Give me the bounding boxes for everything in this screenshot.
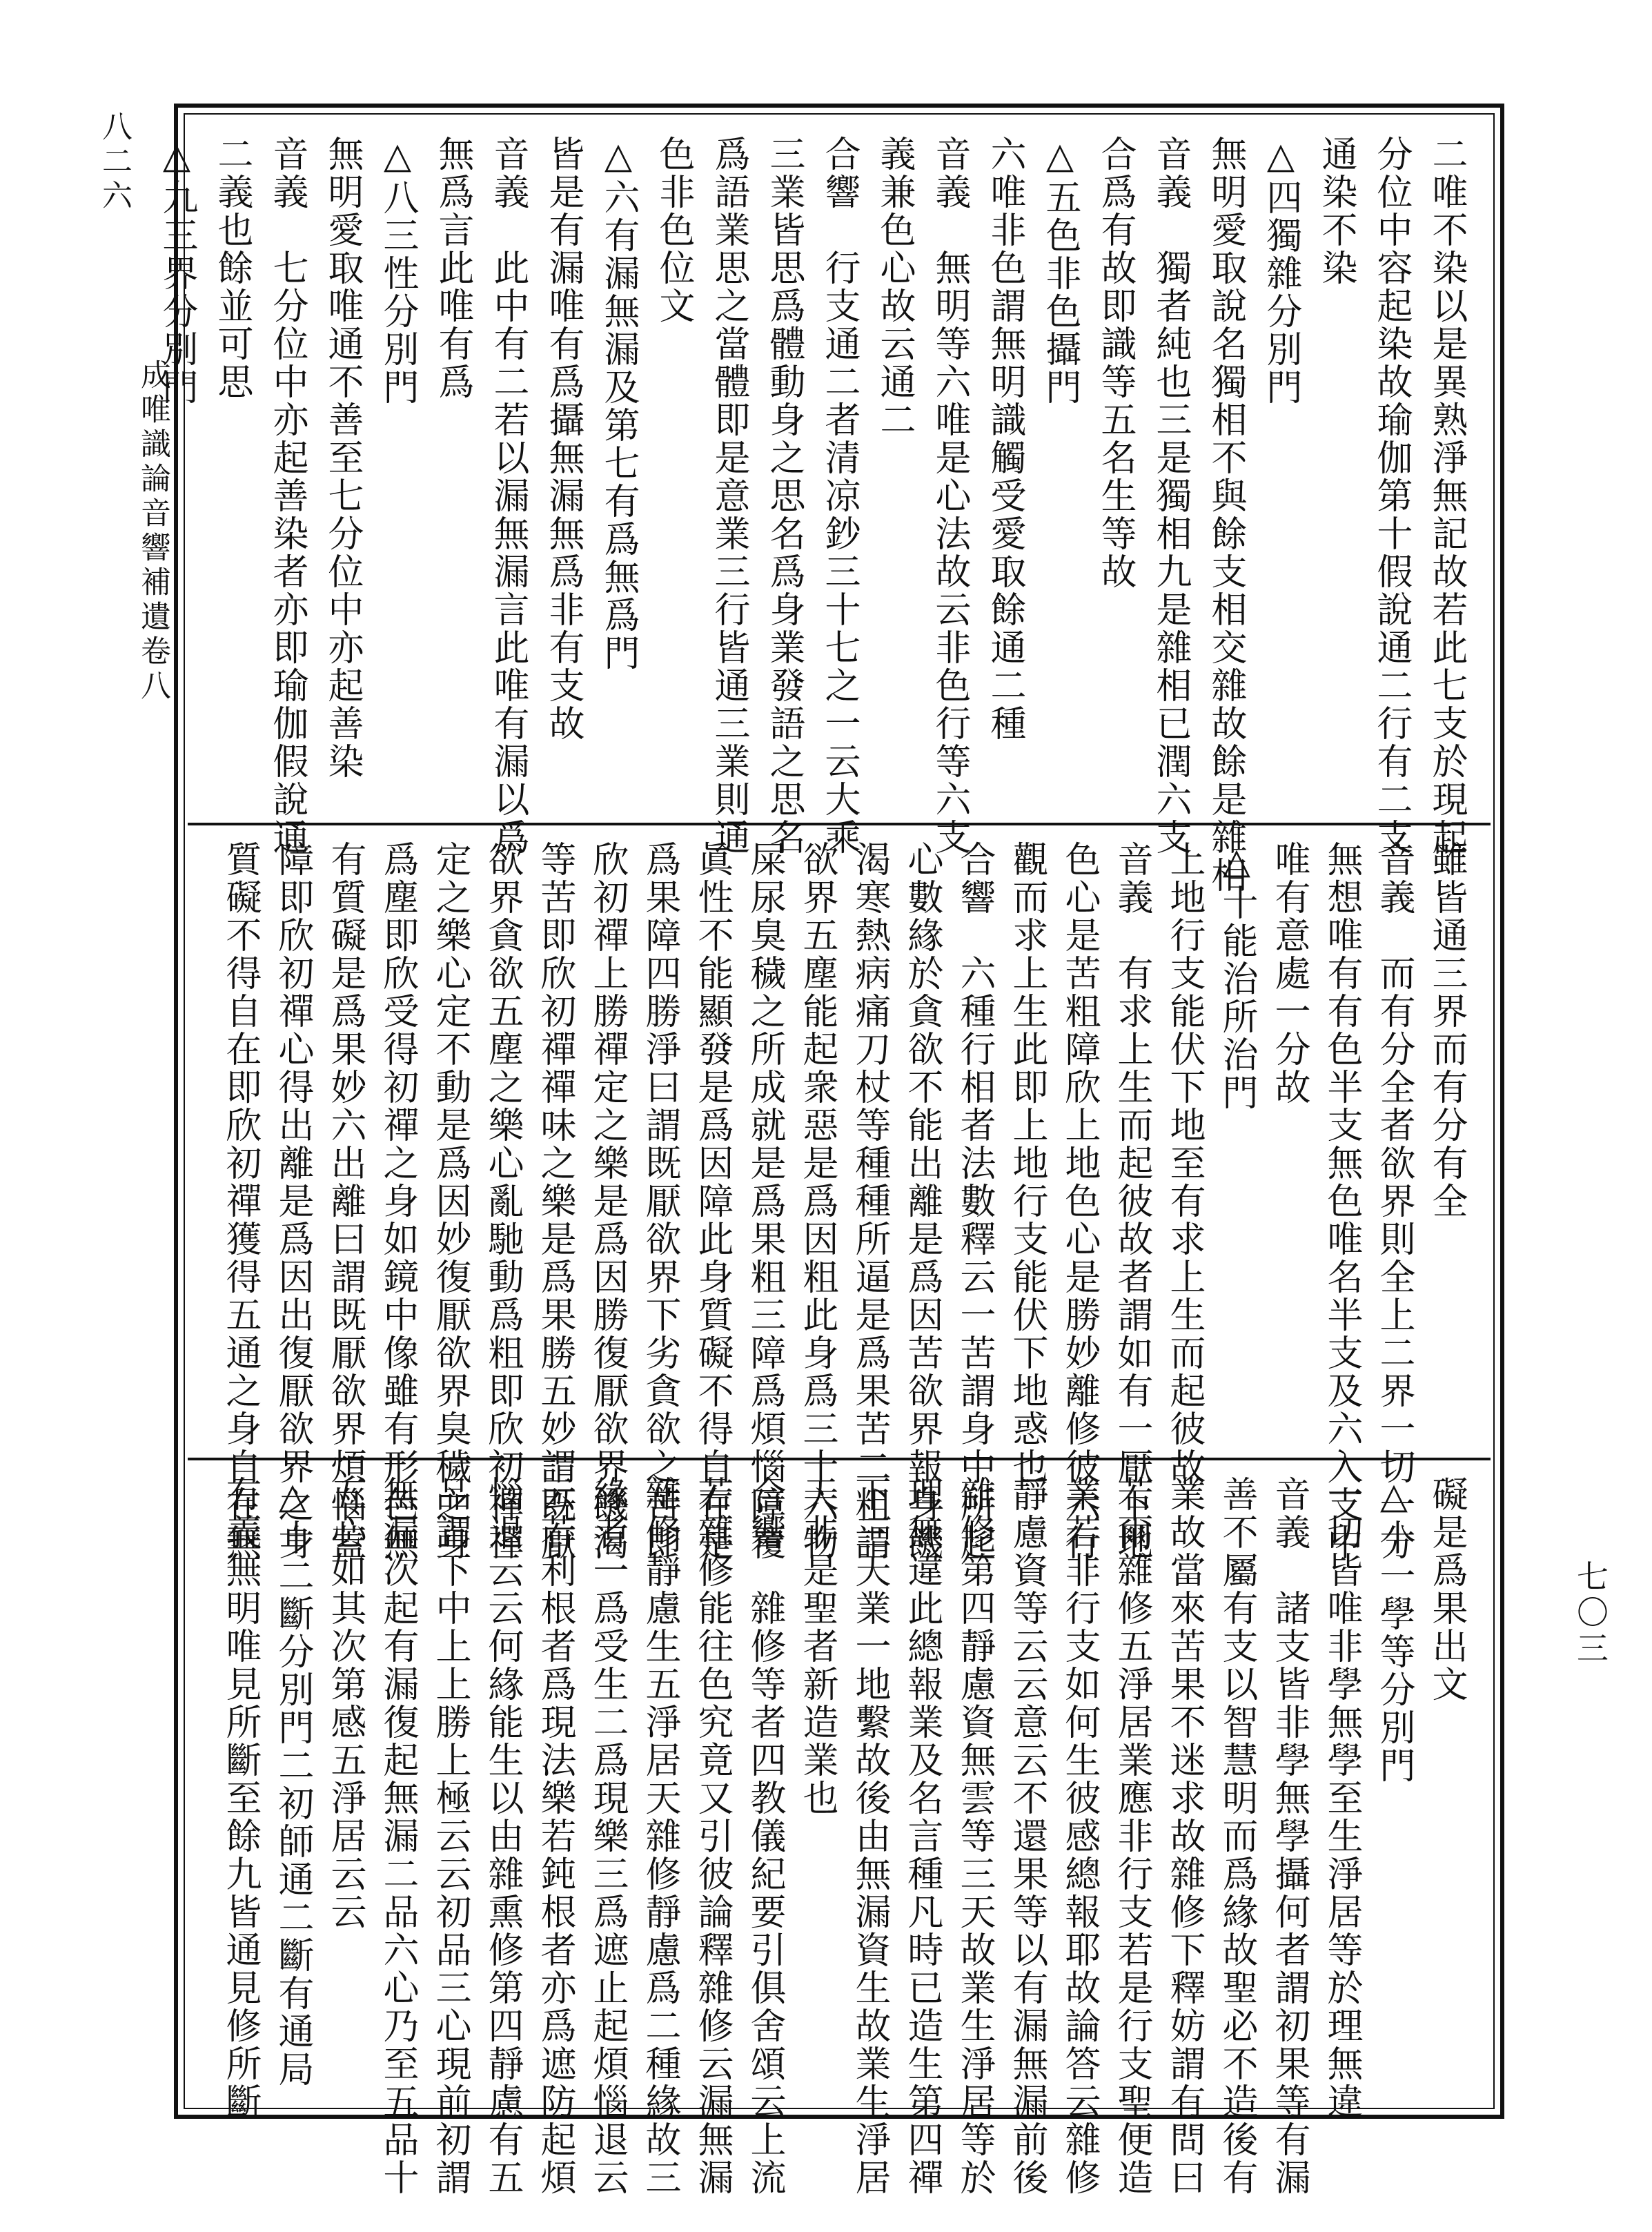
text-column: 皆是有漏唯有爲攝無漏無爲非有支故 [542,135,584,743]
text-column: 若爾雜修五淨居業應非行支若是行支聖便造 [1111,1476,1152,2197]
text-column: 善不屬有支以智慧明而爲緣故聖必不造後有 [1216,1476,1257,2197]
text-column: 爲塵即欣受得初禪之身如鏡中像雖有形色無 [377,841,418,1562]
text-column: 合響 雜修等者四教儀紀要引俱舍頌云上流 [744,1476,785,2197]
text-column: 爲語業思之當體即是意業三行皆通三業則通 [708,135,749,856]
text-column: 雜修第四靜慮資無雲等三天故業生淨居等於 [954,1476,995,2197]
text-column: 一切皆唯非學無學至生淨居等於理無違 [1321,1476,1362,2121]
text-column: 無想唯有有色半支無色唯名半支及六入支中 [1321,841,1362,1562]
text-column: 緣者一爲受生二爲現樂三爲遮止起煩惱退云 [587,1476,628,2197]
text-column: △十一學等分別門 [1373,1476,1415,1785]
folio-number-left: 八二六 [97,110,132,214]
text-column: 等苦即欣初禪禪味之樂是爲果勝五妙謂既厭 [534,841,576,1562]
text-column: 有質礙是爲果妙六出離曰謂既厭欲界煩惱蓋 [324,841,366,1562]
text-column: 無爲言此唯有爲 [432,135,473,401]
text-column: △五色非色攝門 [1039,135,1081,407]
text-column: 五心如其次第感五淨居云云 [324,1476,366,1931]
text-column: 質礙不得自在即欣初禪獲得五通之身自在無 [219,841,261,1562]
text-column: 心數緣於貪欲不能出離是爲因苦欲界報身饑 [901,841,943,1562]
text-column: 二義也餘並可思 [211,135,253,401]
text-column: 雜修靜慮生五淨居天雜修靜慮爲二種緣故三 [639,1476,680,2197]
text-column: 六唯非色謂無明識觸受愛取餘通二種 [984,135,1025,743]
text-column: 惱退云云何緣能生以由雜熏修第四靜慮有五 [482,1476,523,2197]
text-column: 業若非行支如何生彼感總報耶故論答云雜修 [1059,1476,1100,2197]
text-column: 靜慮資等云云意云不還果等以有漏無漏前後 [1006,1476,1048,2197]
text-column: 屎尿臭穢之所成就是爲果粗三障爲煩惱障覆 [744,841,785,1562]
text-column: 欣初禪上勝禪定之樂是爲因勝復厭欲界饑渴 [587,841,628,1562]
text-band-upper [156,123,1491,894]
text-column: 觀而求上生此即上地行支能伏下地惑也 [1006,841,1048,1486]
text-column: 通染不染 [1315,135,1357,287]
text-column: 品謂下中上上勝上極云云初品三心現前初謂 [429,1476,471,2197]
text-column: 上地行支能伏下地至有求上生而起彼故 [1163,841,1205,1486]
text-column: 爲果障四勝淨曰謂既厭欲界下劣貪欲之苦即 [639,841,680,1562]
text-column: 合爲有故即識等五名生等故 [1094,135,1136,591]
text-column: 障即欣初禪心得出離是爲因出復厭欲界之身 [272,841,313,1562]
text-column: 云若利根者爲現法樂若鈍根者亦爲遮防起煩 [534,1476,576,2197]
text-column: △十二斷分別門二初師通二斷有通局 [272,1476,313,2088]
text-column: 三業皆思爲體動身之思名爲身業發語之思名 [763,135,805,856]
text-column: 唯有意處一分故 [1268,841,1310,1106]
text-column: △十能治所治門 [1216,841,1257,1112]
text-column: 無明愛取唯通不善至七分位中亦起善染 [322,135,363,781]
text-column: 音義 諸支皆非學無學攝何者謂初果等有漏 [1268,1476,1310,2197]
text-column: 下三天業一地繫故後由無漏資生故業生淨居 [849,1476,890,2197]
text-column: 若雜修能往色究竟又引彼論釋雜修云漏無漏 [691,1476,733,2197]
text-column: 色非色位文 [653,135,694,325]
text-column: 音義 無明等六唯是心法故云非色行等六支 [929,135,970,856]
text-column: △四獨雜分別門 [1260,135,1301,407]
text-column: 定之樂心定不動是爲因妙復厭欲界臭穢之身 [429,841,471,1562]
text-band-middle [188,828,1491,1562]
text-column: 有義無明唯見所斷至餘九皆通見修所斷 [219,1476,261,2121]
text-column: 分位中容起染故瑜伽第十假說通二行有二支 [1370,135,1412,856]
text-column: 業故當來苦果不迷求故雜修下釋妨謂有問曰 [1163,1476,1205,2197]
text-band-lower [188,1463,1491,2197]
text-column: 音義 而有分全者欲界則全上二界一切一分 [1373,841,1415,1562]
text-frame [156,104,1504,2197]
text-column: 理無違此總報業及名言種凡時已造生第四禪 [901,1476,943,2197]
text-column: 天非是聖者新造業也 [796,1476,838,1817]
text-column: 合響 六種行相者法數釋云一苦謂身中所起 [954,841,995,1562]
text-column: △六有漏無漏及第七有爲無爲門 [598,135,639,672]
text-column: 音義 七分位中亦起善染者亦即瑜伽假說通 [266,135,308,856]
running-title: 成唯識論音響補遺卷八 [135,359,170,704]
text-column: 礙是爲果出文 [1426,1476,1467,1703]
text-column: 音義 獨者純也三是獨相九是雜相已潤六支 [1150,135,1191,856]
text-column: 義兼色心故云通二 [874,135,915,439]
text-column: 色心是苦粗障欣上地色心是勝妙離修彼六行 [1059,841,1100,1562]
text-column: 音義 此中有二若以漏無漏言此唯有漏以爲 [487,135,529,856]
text-column: 眞性不能顯發是爲因障此身質礙不得自在是 [691,841,733,1562]
text-column: 合響 行支通二者清凉鈔三十七之一云大乘 [818,135,860,856]
text-column: 二唯不染以是異熟淨無記故若此七支於現起 [1426,135,1467,856]
text-column: 無漏次起有漏復起無漏二品六心乃至五品十 [377,1476,418,2197]
text-column: 無明愛取說名獨相不與餘支相交雜故餘是雜相 [1205,135,1246,894]
text-column: △九三界分別門 [156,135,197,407]
text-column: 欲界五塵能起衆惡是爲因粗此身爲三十六物 [796,841,838,1562]
text-column: △八三性分別門 [377,135,418,407]
folio-number-right: 七〇三 [1572,1560,1609,1667]
text-column: 音義 有求上生而起彼故者謂如有一厭下地 [1111,841,1152,1562]
text-column: 欲界貪欲五塵之樂心亂馳動爲粗即欣初禪禪 [482,841,523,1562]
text-column: 渴寒熱病痛刀杖等種種所逼是爲果苦二粗謂 [849,841,890,1562]
text-column: 雖皆通三界而有分有全 [1426,841,1467,1220]
